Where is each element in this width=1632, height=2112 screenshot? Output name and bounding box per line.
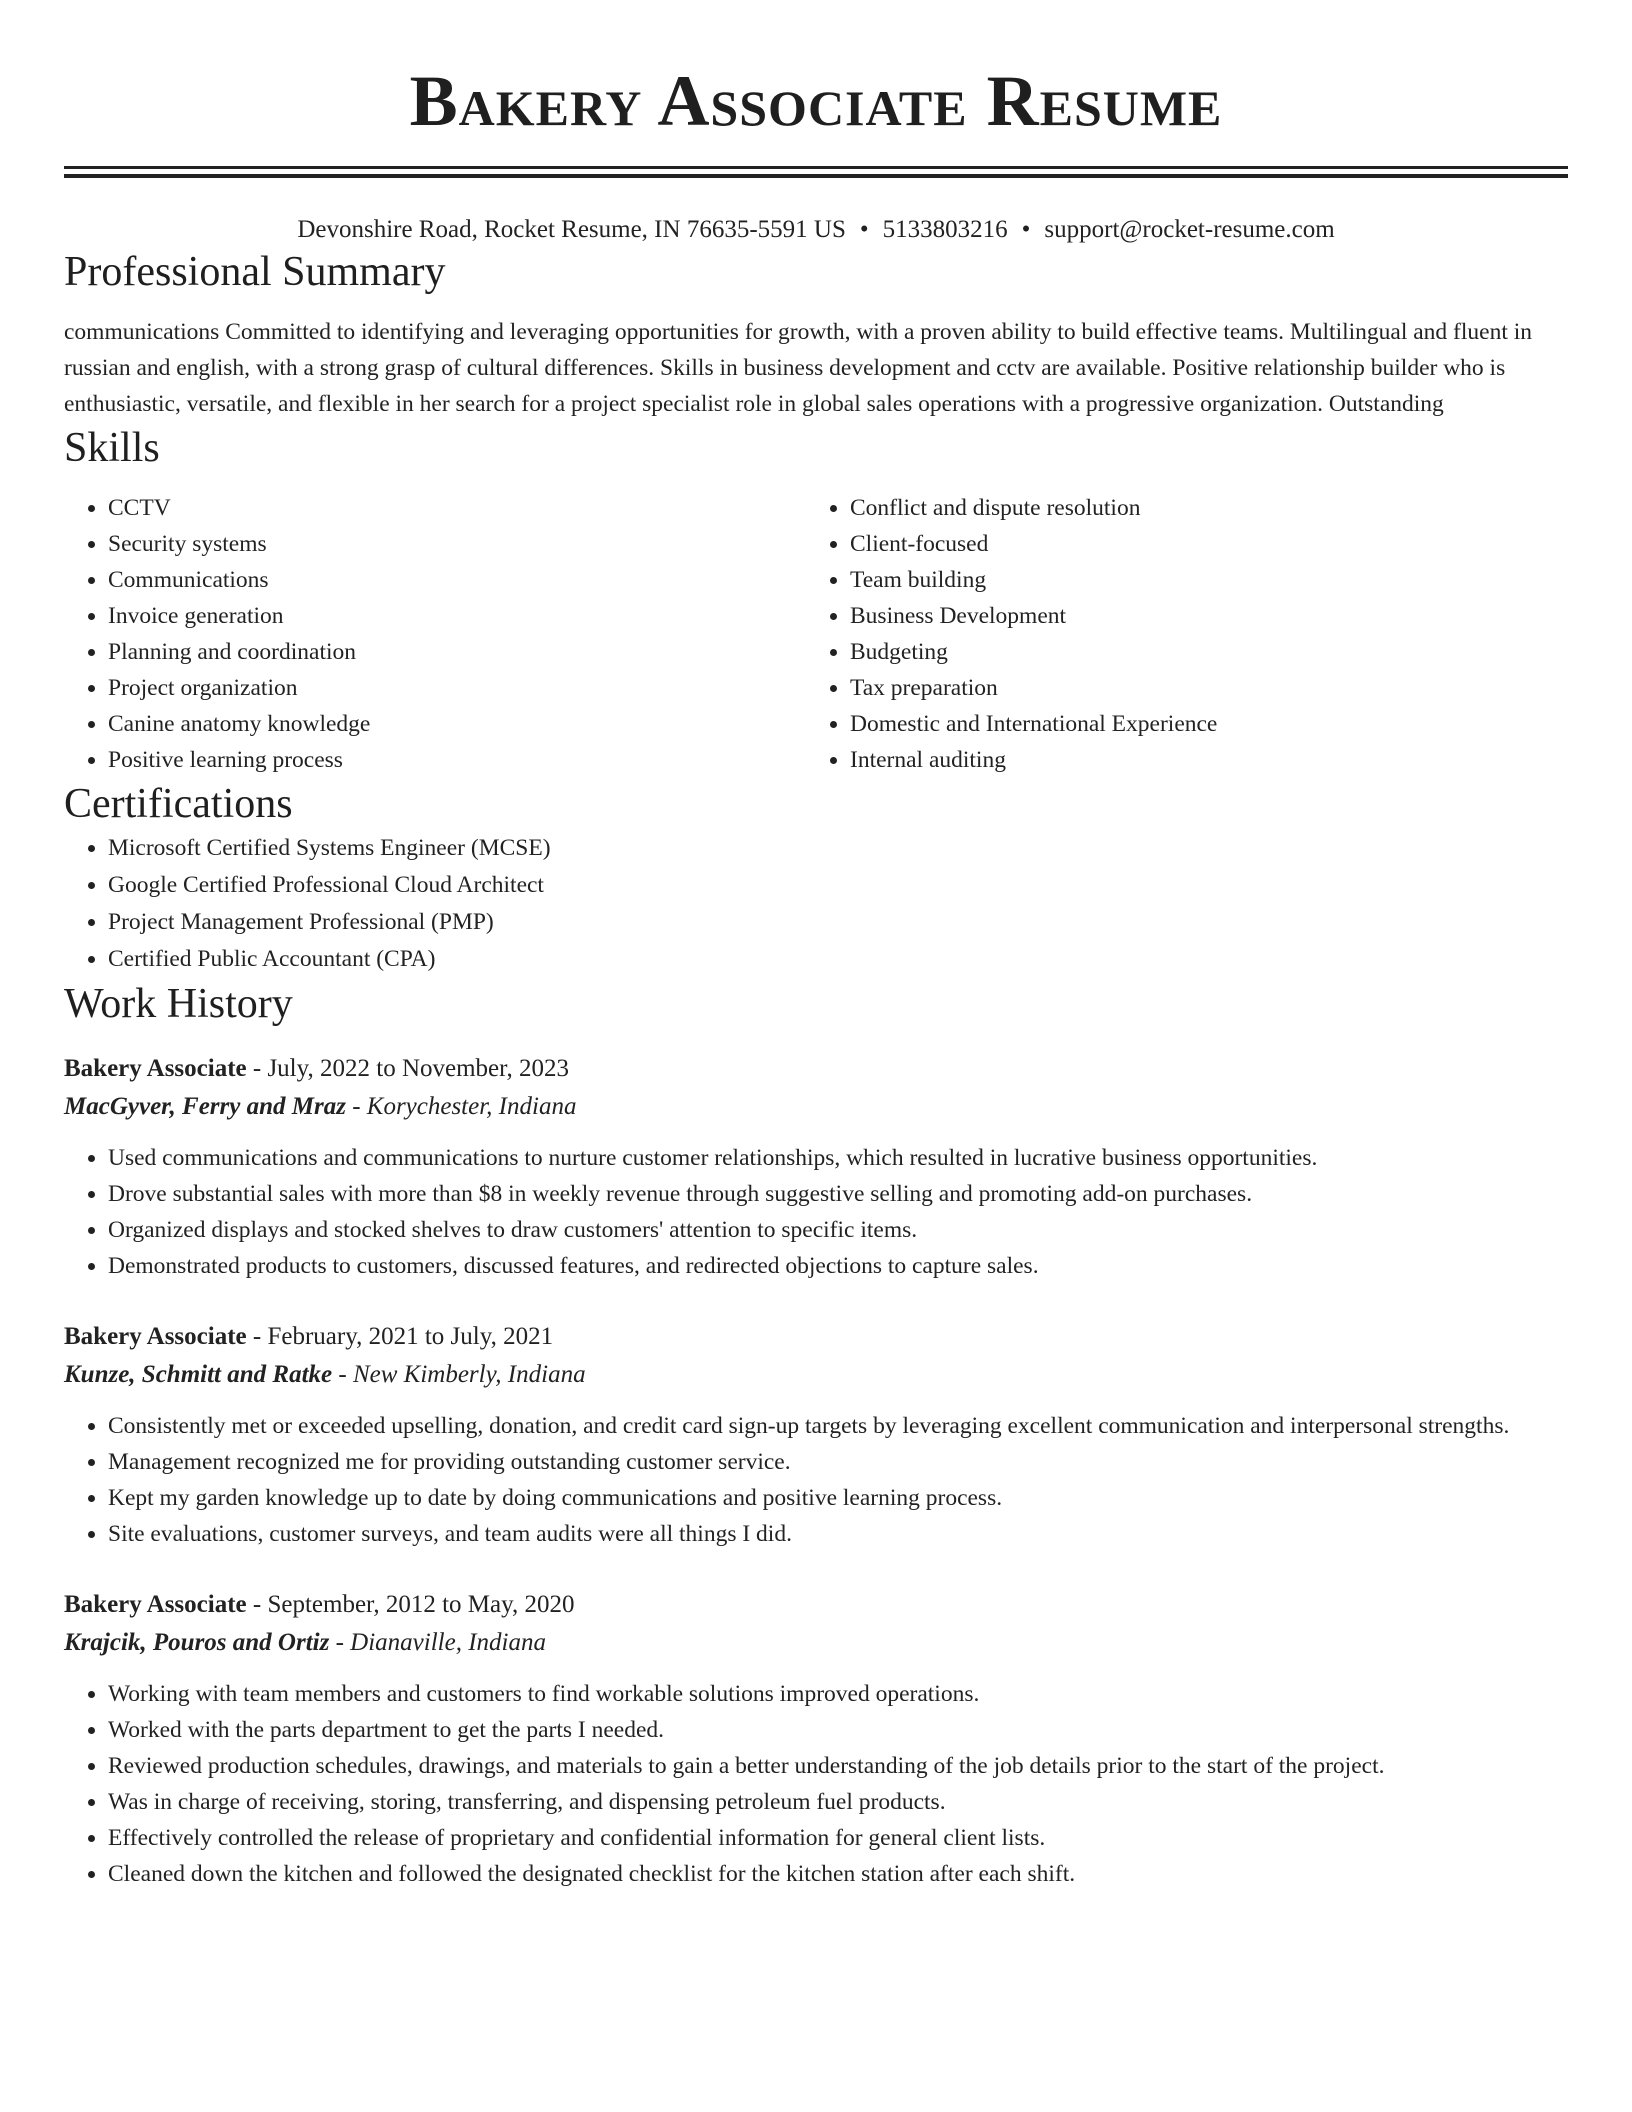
work-history-heading: Work History <box>64 981 293 1027</box>
certifications-heading: Certifications <box>64 781 293 827</box>
certification-item: • Certified Public Accountant (CPA) <box>108 941 1568 978</box>
certification-item: • Microsoft Certified Systems Engineer (MCSE) <box>108 830 1568 867</box>
job-bullet: • Site evaluations, customer surveys, and team audits were all things I did. <box>108 1516 1568 1552</box>
skill-item: • Internal auditing <box>850 742 1548 778</box>
job-company-line <box>64 1624 1568 1662</box>
skill-item: • CCTV <box>108 490 806 526</box>
job-company-line <box>64 1356 1568 1394</box>
certifications-list <box>64 830 1568 978</box>
job-bullets <box>64 1140 1568 1284</box>
summary-section <box>64 246 1568 422</box>
skill-item: • Team building <box>850 562 1548 598</box>
job-entry <box>64 1586 1568 1892</box>
skill-item: • Security systems <box>108 526 806 562</box>
contact-separator: • <box>859 216 869 243</box>
job-bullet: • Organized displays and stocked shelves to draw customers' attention to specific items. <box>108 1212 1568 1248</box>
job-title: Bakery Associate <box>64 1323 247 1350</box>
skills-list-left <box>64 490 806 778</box>
skills-columns <box>64 490 1568 778</box>
job-bullet: • Drove substantial sales with more than $8 in weekly revenue through suggestive selling and promoting add-on purchases. <box>108 1176 1568 1212</box>
skills-heading: Skills <box>64 425 160 471</box>
skill-item: • Tax preparation <box>850 670 1548 706</box>
job-dates: - September, 2012 to May, 2020 <box>246 1591 575 1618</box>
job-title-line <box>64 1586 1568 1624</box>
skill-item: • Conflict and dispute resolution <box>850 490 1548 526</box>
certifications-section <box>64 778 1568 978</box>
job-dates: - February, 2021 to July, 2021 <box>246 1323 554 1350</box>
work-history-section <box>64 978 1568 1892</box>
job-title: Bakery Associate <box>64 1591 247 1618</box>
job-location: - Korychester, Indiana <box>345 1093 577 1120</box>
job-bullet: • Worked with the parts department to get the parts I needed. <box>108 1712 1568 1748</box>
job-bullet: • Management recognized me for providing outstanding customer service. <box>108 1444 1568 1480</box>
contact-address: Devonshire Road, Rocket Resume, IN 76635-5591 US <box>297 216 846 243</box>
job-location: - Dianaville, Indiana <box>329 1629 546 1656</box>
contact-phone: 5133803216 <box>882 216 1008 243</box>
job-bullet: • Kept my garden knowledge up to date by doing communications and positive learning process. <box>108 1480 1568 1516</box>
job-bullet: • Consistently met or exceeded upselling, donation, and credit card sign-up targets by leveraging excellent communication and interpersonal strengths. <box>108 1408 1568 1444</box>
job-company-line <box>64 1088 1568 1126</box>
summary-heading: Professional Summary <box>64 249 446 295</box>
job-bullet: • Effectively controlled the release of proprietary and confidential information for general client lists. <box>108 1820 1568 1856</box>
job-entry <box>64 1318 1568 1552</box>
job-title: Bakery Associate <box>64 1055 247 1082</box>
job-bullet: • Was in charge of receiving, storing, transferring, and dispensing petroleum fuel products. <box>108 1784 1568 1820</box>
resume-header <box>64 56 1568 246</box>
header-rule-top <box>64 166 1568 169</box>
skill-item: • Business Development <box>850 598 1548 634</box>
contact-line <box>64 214 1568 246</box>
job-bullets <box>64 1676 1568 1892</box>
resume-page <box>64 0 1568 1892</box>
resume-title: Bakery Associate Resume <box>409 61 1223 141</box>
job-dates: - July, 2022 to November, 2023 <box>246 1055 569 1082</box>
summary-text: communications Committed to identifying and leveraging opportunities for growth, with a proven ability to build effective teams. Multilingual and fluent in russian and english, with a strong grasp of cultural differences. Skills in business development and cctv are available. Positive relationship builder who is enthusiastic, versatile, and flexible in her search for a project specialist role in global sales operations with a progressive organization. Outstanding <box>64 319 1533 417</box>
skills-section <box>64 422 1568 778</box>
contact-separator: • <box>1021 216 1031 243</box>
skill-item: • Budgeting <box>850 634 1548 670</box>
skill-item: • Canine anatomy knowledge <box>108 706 806 742</box>
job-title-line <box>64 1318 1568 1356</box>
skill-item: • Communications <box>108 562 806 598</box>
skills-list-right <box>806 490 1548 778</box>
job-bullet: • Cleaned down the kitchen and followed the designated checklist for the kitchen station after each shift. <box>108 1856 1568 1892</box>
job-title-line <box>64 1050 1568 1088</box>
job-bullet: • Reviewed production schedules, drawings, and materials to gain a better understanding of the job details prior to the start of the project. <box>108 1748 1568 1784</box>
certification-item: • Project Management Professional (PMP) <box>108 904 1568 941</box>
skill-item: • Domestic and International Experience <box>850 706 1548 742</box>
job-bullet: • Working with team members and customers to find workable solutions improved operations. <box>108 1676 1568 1712</box>
skill-item: • Invoice generation <box>108 598 806 634</box>
skill-item: • Project organization <box>108 670 806 706</box>
job-bullet: • Used communications and communications to nurture customer relationships, which resulted in lucrative business opportunities. <box>108 1140 1568 1176</box>
skill-item: • Positive learning process <box>108 742 806 778</box>
job-entry <box>64 1050 1568 1284</box>
job-company: Krajcik, Pouros and Ortiz <box>64 1629 330 1656</box>
header-rule-bottom <box>64 174 1568 178</box>
skill-item: • Planning and coordination <box>108 634 806 670</box>
job-company: MacGyver, Ferry and Mraz <box>64 1093 346 1120</box>
contact-email: support@rocket-resume.com <box>1044 216 1335 243</box>
job-location: - New Kimberly, Indiana <box>332 1361 586 1388</box>
job-company: Kunze, Schmitt and Ratke <box>64 1361 333 1388</box>
job-bullets <box>64 1408 1568 1552</box>
skill-item: • Client-focused <box>850 526 1548 562</box>
job-bullet: • Demonstrated products to customers, discussed features, and redirected objections to capture sales. <box>108 1248 1568 1284</box>
certification-item: • Google Certified Professional Cloud Architect <box>108 867 1568 904</box>
